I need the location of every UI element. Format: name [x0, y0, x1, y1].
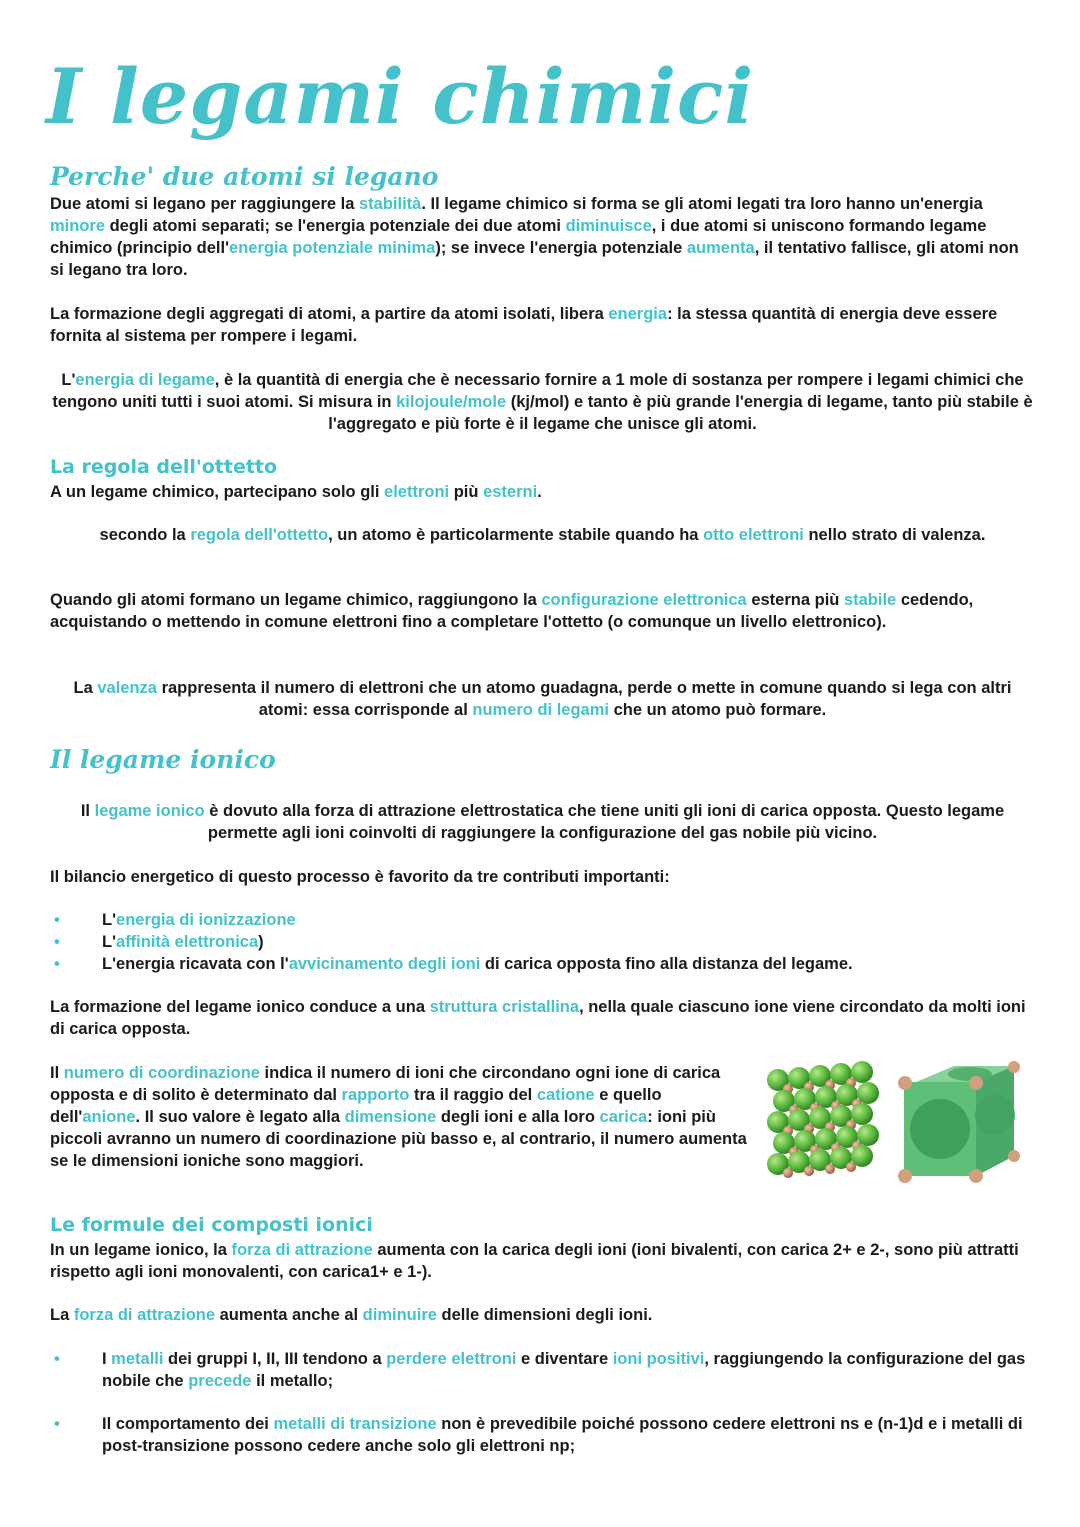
- highlighted-term: otto elettroni: [703, 526, 804, 544]
- paragraph-forza-attrazione-carica: [50, 1239, 1035, 1283]
- list-item: [50, 1348, 1035, 1392]
- text-segment: ); se invece l'energia potenziale: [435, 239, 687, 257]
- text-segment: più: [449, 483, 484, 501]
- text-segment: . Il suo valore è legato alla: [135, 1108, 345, 1126]
- text-segment: (kj/mol) e tanto è più grande l'energia di legame, tanto più stabile è l'aggregato e più forte è il legame che unisce gli atomi.: [328, 393, 1033, 433]
- text-segment: Il: [80, 802, 95, 820]
- text-segment: indica il numero di ioni che circondano ogni ione di carica opposta e di solito è determinato dal: [50, 1064, 721, 1104]
- text-segment: I: [102, 1350, 112, 1368]
- highlighted-term: configurazione elettronica: [541, 591, 747, 609]
- highlighted-term: metalli: [111, 1350, 164, 1368]
- paragraph-numero-coordinazione: [50, 1062, 750, 1172]
- bullet-icon: •: [54, 1350, 60, 1368]
- highlighted-term: diminuire: [362, 1306, 437, 1324]
- highlighted-term: forza di attrazione: [231, 1241, 373, 1259]
- bullet-icon: •: [54, 955, 60, 973]
- list-item: [50, 953, 1035, 975]
- highlighted-term: energia potenziale minima: [229, 239, 436, 257]
- paragraph-energia-liberata: [50, 303, 1035, 347]
- text-segment: secondo la: [99, 526, 191, 544]
- text-segment: , i due atomi si uniscono formando legame chimico (principio dell': [50, 217, 987, 257]
- paragraph-elettroni-esterni: [50, 481, 1035, 503]
- paragraph-configurazione: [50, 589, 1035, 633]
- anion-sphere: [857, 1124, 879, 1146]
- bullet-icon: •: [54, 911, 60, 929]
- bullet-icon: •: [54, 1415, 60, 1433]
- list-item-text: [102, 955, 853, 973]
- text-segment: dei gruppi I, II, III tendono a: [163, 1350, 387, 1368]
- anion-sphere: [851, 1145, 873, 1167]
- text-segment: L': [102, 933, 117, 951]
- highlighted-term: legame ionico: [94, 802, 205, 820]
- paragraph-energia-di-legame: [50, 369, 1035, 435]
- text-segment: esterna più: [746, 591, 844, 609]
- anion-sphere: [851, 1103, 873, 1125]
- text-segment: e quello dell': [50, 1086, 662, 1126]
- text-segment: , raggiungendo la configurazione del gas nobile che: [102, 1350, 1026, 1390]
- list-item-text: [102, 911, 296, 929]
- list-item: [50, 931, 1035, 953]
- highlighted-term: esterni: [483, 483, 538, 501]
- text-segment: La formazione degli aggregati di atomi, a partire da atomi isolati, libera: [50, 305, 609, 323]
- highlighted-term: avvicinamento degli ioni: [288, 955, 481, 973]
- text-segment: L': [61, 371, 76, 389]
- text-segment: cedendo, acquistando o mettendo in comune elettroni fino a completare l'ottetto (o comunque un livello elettronico).: [50, 591, 974, 631]
- highlighted-term: perdere elettroni: [386, 1350, 517, 1368]
- paragraph-legame-ionico: [50, 800, 1035, 844]
- text-segment: Il: [50, 1064, 64, 1082]
- text-segment: di carica opposta fino alla distanza del legame.: [480, 955, 853, 973]
- highlighted-term: stabilità: [359, 195, 422, 213]
- highlighted-term: energia di ionizzazione: [116, 911, 296, 929]
- highlighted-term: energia di legame: [75, 371, 215, 389]
- highlighted-term: minore: [50, 217, 106, 235]
- text-segment: La: [73, 679, 98, 697]
- highlighted-term: catione: [536, 1086, 595, 1104]
- section-heading-ionico: Il legame ionico: [50, 745, 276, 774]
- text-segment: aumenta anche al: [215, 1306, 363, 1324]
- section-heading-perche: Perche' due atomi si legano: [50, 162, 439, 191]
- paragraph-bilancio: [50, 866, 1035, 888]
- highlighted-term: numero di legami: [472, 701, 609, 719]
- text-segment: : la stessa quantità di energia deve essere fornita al sistema per rompere i legami.: [50, 305, 998, 345]
- text-segment: tra il raggio del: [409, 1086, 537, 1104]
- text-segment: L': [102, 911, 117, 929]
- text-segment: che un atomo può formare.: [608, 701, 827, 719]
- text-segment: e diventare: [516, 1350, 613, 1368]
- paragraph-valenza: [50, 677, 1035, 721]
- text-segment: . Il legame chimico si forma se gli atomi legati tra loro hanno un'energia: [421, 195, 983, 213]
- highlighted-term: stabile: [843, 591, 897, 609]
- list-item-text: [102, 1350, 1025, 1390]
- highlighted-term: numero di coordinazione: [63, 1064, 260, 1082]
- text-segment: , un atomo è particolarmente stabile quando ha: [328, 526, 704, 544]
- unit-cell-cube: [898, 1061, 1020, 1183]
- highlighted-term: valenza: [97, 679, 157, 697]
- list-item: [50, 1413, 1035, 1457]
- crystal-lattice-figure: [764, 1060, 1034, 1185]
- text-segment: delle dimensioni degli ioni.: [436, 1306, 653, 1324]
- text-segment: è dovuto alla forza di attrazione elettrostatica che tiene uniti gli ioni di carica opposta. Questo legame permette agli ioni coinvolti di raggiungere la configurazione del gas nobile più vicino.: [204, 802, 1005, 842]
- text-segment: L'energia ricavata con l': [102, 955, 289, 973]
- text-segment: In un legame ionico, la: [50, 1241, 232, 1259]
- highlighted-term: elettroni: [384, 483, 450, 501]
- text-segment: il metallo;: [251, 1372, 334, 1390]
- paragraph-forza-attrazione-dimensioni: [50, 1304, 1035, 1326]
- highlighted-term: ioni positivi: [612, 1350, 705, 1368]
- page-title: I legami chimici: [46, 52, 755, 141]
- text-segment: : ioni più piccoli avranno un numero di coordinazione più basso e, al contrario, il numero aumenta se le dimensioni ioniche sono maggiori.: [50, 1108, 747, 1170]
- highlighted-term: carica: [599, 1108, 648, 1126]
- highlighted-term: metalli di transizione: [273, 1415, 437, 1433]
- text-segment: Due atomi si legano per raggiungere la: [50, 195, 359, 213]
- highlighted-term: diminuisce: [565, 217, 652, 235]
- text-segment: La: [50, 1306, 74, 1324]
- paragraph-stabilita: [50, 193, 1035, 281]
- highlighted-term: aumenta: [686, 239, 755, 257]
- section-heading-formule: Le formule dei composti ionici: [50, 1214, 373, 1236]
- highlighted-term: struttura cristallina: [429, 998, 580, 1016]
- text-segment: rappresenta il numero di elettroni che un atomo guadagna, perde o mette in comune quando si lega con altri atomi: essa corrisponde al: [156, 679, 1012, 719]
- text-segment: La formazione del legame ionico conduce a una: [50, 998, 430, 1016]
- text-segment: A un legame chimico, partecipano solo gli: [50, 483, 385, 501]
- bullet-icon: •: [54, 933, 60, 951]
- text-segment: aumenta con la carica degli ioni (ioni bivalenti, con carica 2+ e 2-, sono più attratti rispetto agli ioni monovalenti, con carica1+ e 1-).: [50, 1241, 1019, 1281]
- list-item-text: [102, 1415, 1023, 1455]
- anion-sphere: [857, 1082, 879, 1104]
- highlighted-term: dimensione: [344, 1108, 437, 1126]
- text-segment: , è la quantità di energia che è necessario fornire a 1 mole di sostanza per rompere i legami chimici che tengono uniti tutti i suoi atomi. Si misura in: [52, 371, 1024, 411]
- text-segment: nello strato di valenza.: [803, 526, 986, 544]
- paragraph-regola-ottetto: [50, 524, 1035, 546]
- text-segment: degli ioni e alla loro: [436, 1108, 600, 1126]
- list-item-text: [102, 933, 264, 951]
- section-heading-ottetto: La regola dell'ottetto: [50, 456, 278, 478]
- highlighted-term: anione: [82, 1108, 136, 1126]
- sphere-packing-model: [767, 1061, 879, 1178]
- highlighted-term: kilojoule/mole: [396, 393, 507, 411]
- highlighted-term: precede: [188, 1372, 252, 1390]
- text-segment: non è prevedibile poiché possono cedere elettroni ns e (n-1)d e i metalli di post-transizione possono cedere anche solo gli elettroni np;: [102, 1415, 1023, 1455]
- highlighted-term: forza di attrazione: [73, 1306, 216, 1324]
- text-segment: ): [258, 933, 264, 951]
- text-segment: degli atomi separati; se l'energia potenziale dei due atomi: [105, 217, 566, 235]
- text-segment: , il tentativo fallisce, gli atomi non si legano tra loro.: [50, 239, 1019, 279]
- paragraph-struttura-cristallina: [50, 996, 1035, 1040]
- highlighted-term: energia: [608, 305, 668, 323]
- text-segment: Il bilancio energetico di questo processo è favorito da tre contributi importanti:: [50, 868, 670, 886]
- text-segment: Quando gli atomi formano un legame chimico, raggiungono la: [50, 591, 542, 609]
- highlighted-term: regola dell'ottetto: [190, 526, 329, 544]
- highlighted-term: affinità elettronica: [116, 933, 259, 951]
- text-segment: , nella quale ciascuno ione viene circondato da molti ioni di carica opposta.: [50, 998, 1026, 1038]
- anion-sphere: [851, 1061, 873, 1083]
- list-item: [50, 909, 1035, 931]
- text-segment: Il comportamento dei: [102, 1415, 274, 1433]
- highlighted-term: rapporto: [341, 1086, 410, 1104]
- text-segment: .: [537, 483, 542, 501]
